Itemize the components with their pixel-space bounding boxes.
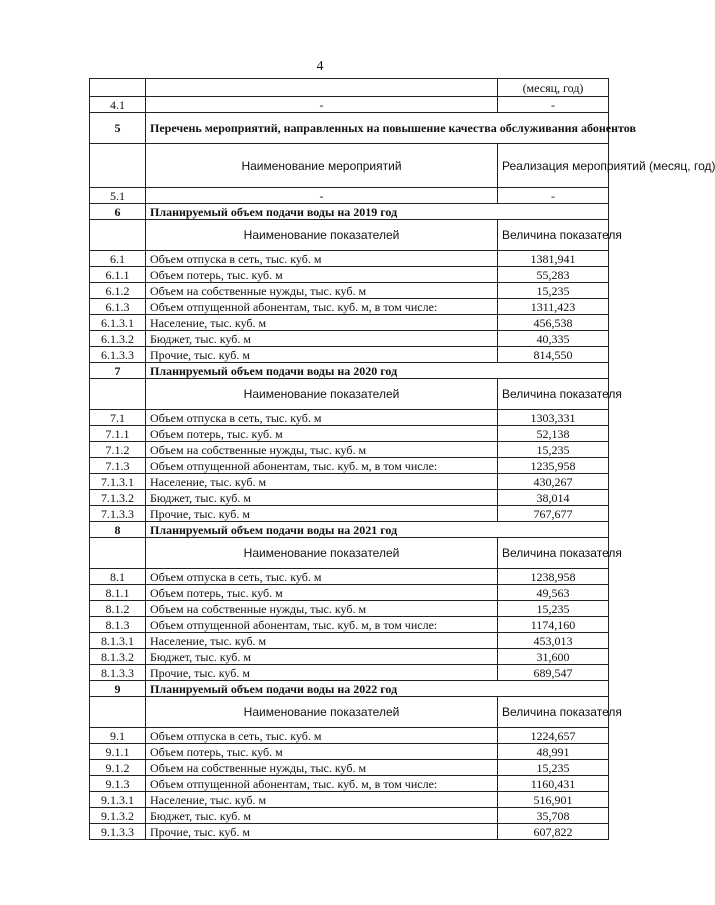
row-value: 1160,431 (498, 776, 609, 792)
section-number: 7 (90, 363, 146, 379)
row-value: 48,991 (498, 744, 609, 760)
section-number: 5 (90, 113, 146, 144)
row-number: 8.1.1 (90, 585, 146, 601)
table-row (90, 824, 609, 840)
row-name: Бюджет, тыс. куб. м (146, 490, 498, 506)
section-title: Планируемый объем подачи воды на 2021 год (146, 522, 609, 538)
row-number: 7.1.1 (90, 426, 146, 442)
header-name: Наименование мероприятий (146, 144, 498, 188)
row-value: 1235,958 (498, 458, 609, 474)
table-row (90, 506, 609, 522)
row-name: Объем отпуска в сеть, тыс. куб. м (146, 410, 498, 426)
row-name: Население, тыс. куб. м (146, 474, 498, 490)
header-row (90, 379, 609, 410)
header-value: Реализация мероприятий (месяц, год) (498, 144, 609, 188)
row-name: Объем потерь, тыс. куб. м (146, 585, 498, 601)
table-row (90, 299, 609, 315)
row-value: 52,138 (498, 426, 609, 442)
header-value: Величина показателя (498, 697, 609, 728)
header-value: Величина показателя (498, 379, 609, 410)
header-name: Наименование показателей (146, 220, 498, 251)
row-name: Население, тыс. куб. м (146, 315, 498, 331)
section-title-row (90, 522, 609, 538)
row-number: 6.1.1 (90, 267, 146, 283)
row-value: 1381,941 (498, 251, 609, 267)
table-row (90, 458, 609, 474)
row-name: Объем потерь, тыс. куб. м (146, 426, 498, 442)
row-name: Объем отпуска в сеть, тыс. куб. м (146, 569, 498, 585)
row-value: 1174,160 (498, 617, 609, 633)
table-row (90, 649, 609, 665)
table-row (90, 331, 609, 347)
row-name: Объем на собственные нужды, тыс. куб. м (146, 760, 498, 776)
row-name: Объем отпущенной абонентам, тыс. куб. м, в том числе: (146, 299, 498, 315)
row-number: 6.1 (90, 251, 146, 267)
row-number: 8.1 (90, 569, 146, 585)
table-row (90, 315, 609, 331)
row-value: 689,547 (498, 665, 609, 681)
table-row (90, 347, 609, 363)
row-name: Объем отпуска в сеть, тыс. куб. м (146, 251, 498, 267)
table-row (90, 410, 609, 426)
row-value: 453,013 (498, 633, 609, 649)
table-row (90, 808, 609, 824)
row-value: - (498, 97, 609, 113)
row-name: Прочие, тыс. куб. м (146, 347, 498, 363)
row-value: 15,235 (498, 442, 609, 458)
table-row (90, 776, 609, 792)
table-row (90, 601, 609, 617)
header-row (90, 538, 609, 569)
table-row (90, 188, 609, 204)
table-row (90, 569, 609, 585)
table-row (90, 267, 609, 283)
table-row (90, 760, 609, 776)
row-name: Объем отпущенной абонентам, тыс. куб. м, в том числе: (146, 776, 498, 792)
row-name: Объем на собственные нужды, тыс. куб. м (146, 601, 498, 617)
row-number: 6.1.3 (90, 299, 146, 315)
row-number: 7.1.3.2 (90, 490, 146, 506)
row-name: Объем потерь, тыс. куб. м (146, 267, 498, 283)
row-value: 1224,657 (498, 728, 609, 744)
row-value: 1311,423 (498, 299, 609, 315)
row-number: 9.1.3.2 (90, 808, 146, 824)
row-name: Объем потерь, тыс. куб. м (146, 744, 498, 760)
row-value: 55,283 (498, 267, 609, 283)
row-number: 9.1.3.1 (90, 792, 146, 808)
header-name: Наименование показателей (146, 538, 498, 569)
section-title-row (90, 363, 609, 379)
row-value: 814,550 (498, 347, 609, 363)
row-name: - (146, 97, 498, 113)
row-name: Бюджет, тыс. куб. м (146, 331, 498, 347)
table-row (90, 617, 609, 633)
header-row (90, 144, 609, 188)
section-number: 6 (90, 204, 146, 220)
row-number: 8.1.2 (90, 601, 146, 617)
header-row (90, 697, 609, 728)
row-number: 8.1.3.1 (90, 633, 146, 649)
row-number: 7.1.3 (90, 458, 146, 474)
row-name: Объем отпуска в сеть, тыс. куб. м (146, 728, 498, 744)
table-row (90, 442, 609, 458)
month-year-header: (месяц, год) (498, 79, 609, 97)
table-row (90, 251, 609, 267)
row-name: Объем отпущенной абонентам, тыс. куб. м, в том числе: (146, 458, 498, 474)
water-supply-table (89, 78, 715, 840)
row-value: 49,563 (498, 585, 609, 601)
table-row (90, 474, 609, 490)
row-value: 15,235 (498, 283, 609, 299)
section-title: Планируемый объем подачи воды на 2019 год (146, 204, 609, 220)
table-row (90, 665, 609, 681)
row-value: 430,267 (498, 474, 609, 490)
row-value: 15,235 (498, 601, 609, 617)
table-row (90, 633, 609, 649)
row-value: 35,708 (498, 808, 609, 824)
table-row (90, 792, 609, 808)
row-number: 8.1.3.2 (90, 649, 146, 665)
row-number: 8.1.3.3 (90, 665, 146, 681)
section-title-row (90, 681, 609, 697)
table-row (90, 728, 609, 744)
table-row (90, 744, 609, 760)
row-value: 516,901 (498, 792, 609, 808)
table-row (90, 97, 609, 113)
header-name: Наименование показателей (146, 379, 498, 410)
row-number: 9.1.3 (90, 776, 146, 792)
row-value: 456,538 (498, 315, 609, 331)
row-name: Прочие, тыс. куб. м (146, 665, 498, 681)
section-number: 9 (90, 681, 146, 697)
row-number: 8.1.3 (90, 617, 146, 633)
row-value: - (498, 188, 609, 204)
header-name: Наименование показателей (146, 697, 498, 728)
row-value: 607,822 (498, 824, 609, 840)
row-name: Бюджет, тыс. куб. м (146, 649, 498, 665)
row-number: 9.1.1 (90, 744, 146, 760)
header-value: Величина показателя (498, 538, 609, 569)
row-name: Объем на собственные нужды, тыс. куб. м (146, 442, 498, 458)
row-number: 4.1 (90, 97, 146, 113)
row-value: 1238,958 (498, 569, 609, 585)
table-row (90, 490, 609, 506)
row-number: 9.1.3.3 (90, 824, 146, 840)
row-value: 15,235 (498, 760, 609, 776)
row-number: 6.1.3.3 (90, 347, 146, 363)
header-value: Величина показателя (498, 220, 609, 251)
section-title: Планируемый объем подачи воды на 2020 год (146, 363, 609, 379)
row-name: Население, тыс. куб. м (146, 792, 498, 808)
row-value: 767,677 (498, 506, 609, 522)
row-value: 40,335 (498, 331, 609, 347)
row-name: Прочие, тыс. куб. м (146, 824, 498, 840)
section-title: Перечень мероприятий, направленных на повышение качества обслуживания абонентов (146, 113, 609, 144)
row-number: 6.1.3.1 (90, 315, 146, 331)
section-number: 8 (90, 522, 146, 538)
page-number: 4 (316, 59, 324, 74)
table-row (90, 79, 609, 97)
table-row (90, 426, 609, 442)
section-title: Планируемый объем подачи воды на 2022 год (146, 681, 609, 697)
header-row (90, 220, 609, 251)
section-title-row (90, 204, 609, 220)
row-number: 7.1.2 (90, 442, 146, 458)
row-value: 1303,331 (498, 410, 609, 426)
row-number: 9.1.2 (90, 760, 146, 776)
row-name: Объем на собственные нужды, тыс. куб. м (146, 283, 498, 299)
table-row (90, 585, 609, 601)
row-number: 7.1.3.3 (90, 506, 146, 522)
table-row (90, 283, 609, 299)
row-number: 5.1 (90, 188, 146, 204)
row-number: 7.1 (90, 410, 146, 426)
row-number: 7.1.3.1 (90, 474, 146, 490)
row-name: Прочие, тыс. куб. м (146, 506, 498, 522)
section-title-row (90, 113, 609, 144)
row-name: - (146, 188, 498, 204)
row-name: Объем отпущенной абонентам, тыс. куб. м, в том числе: (146, 617, 498, 633)
row-number: 6.1.2 (90, 283, 146, 299)
row-number: 9.1 (90, 728, 146, 744)
row-name: Население, тыс. куб. м (146, 633, 498, 649)
row-number: 6.1.3.2 (90, 331, 146, 347)
row-name: Бюджет, тыс. куб. м (146, 808, 498, 824)
table-body (90, 79, 715, 840)
row-value: 38,014 (498, 490, 609, 506)
row-value: 31,600 (498, 649, 609, 665)
